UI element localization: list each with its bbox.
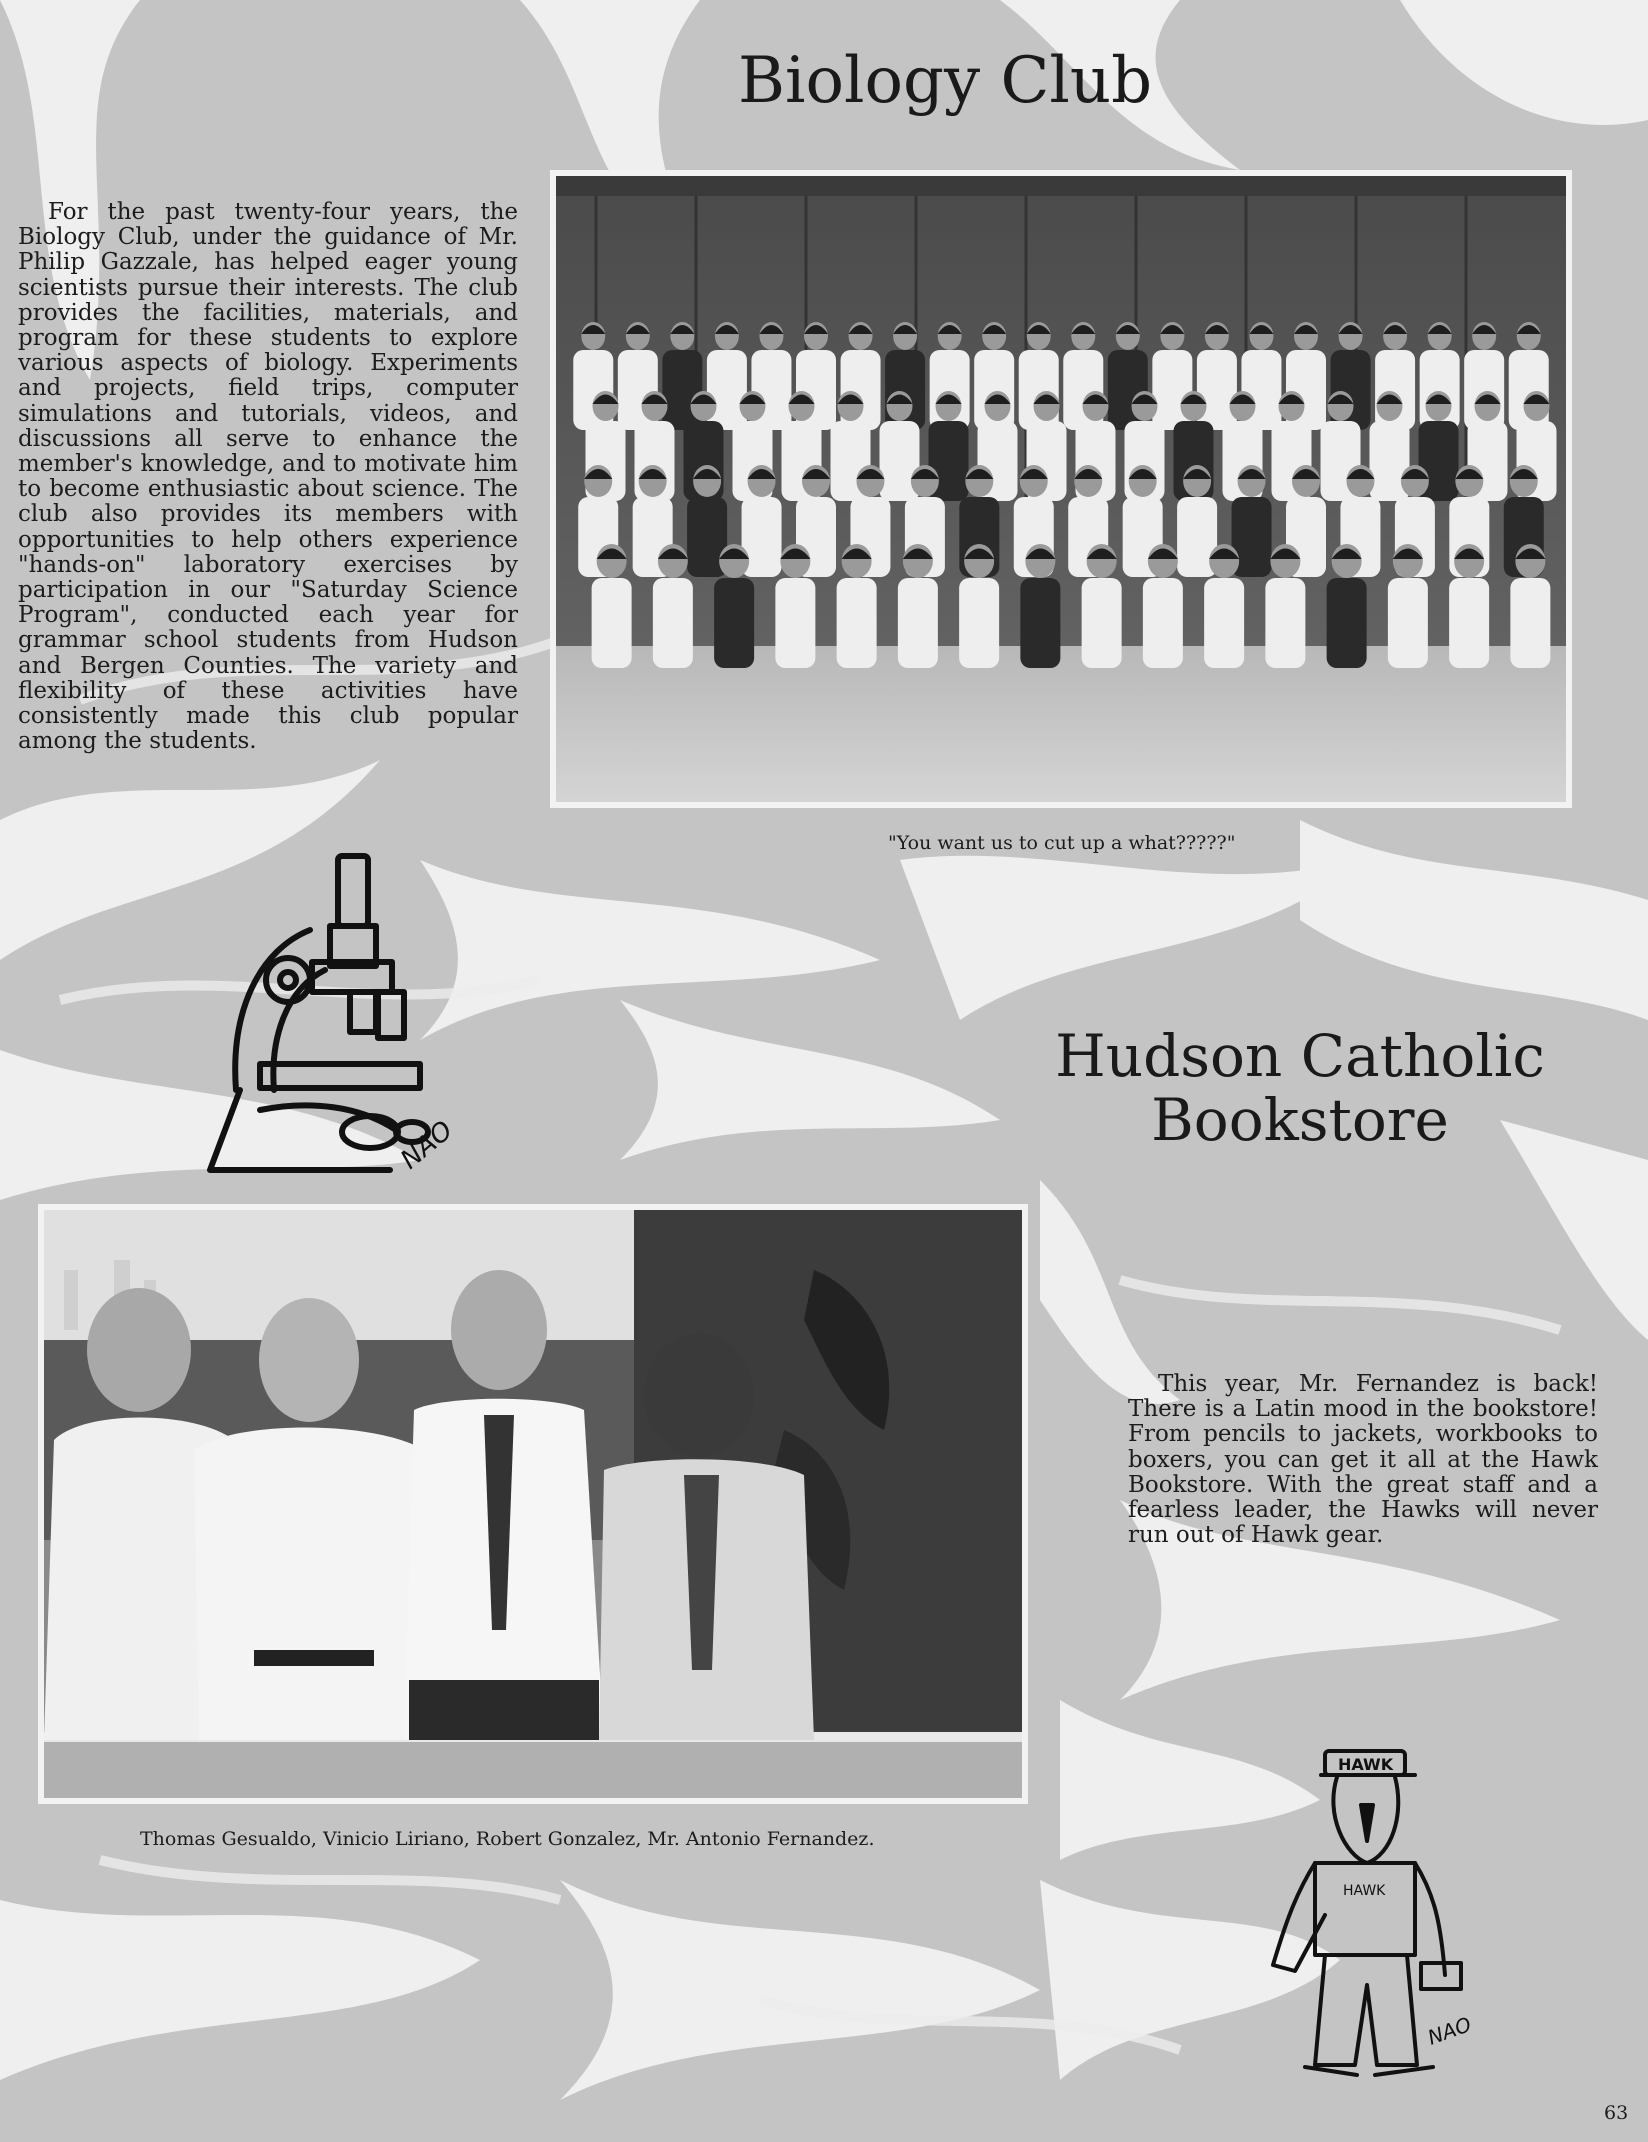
bookstore-title — [1000, 1022, 1600, 1154]
hawk-signature: NAO — [1424, 2011, 1475, 2050]
hawk-cap-text: HAWK — [1338, 1755, 1394, 1774]
bookstore-staff-photo — [38, 1204, 1028, 1804]
hawk-mascot-drawing — [1265, 1745, 1485, 2085]
biology-photo-caption: "You want us to cut up a what?????" — [888, 832, 1236, 854]
biology-club-title: Biology Club — [737, 44, 1153, 118]
bookstore-title-line2: Bookstore — [1151, 1085, 1449, 1154]
biology-club-body: For the past twenty-four years, the Biology Club, under the guidance of Mr. Philip Gazzale, has helped eager young scientists pursue their interests. The club provides the facilities, materials, and program for these students to explore various aspects of biology. Experiments and projects, field trips, computer simulations and tutorials, videos, and discussions all serve to enhance the member's knowledge, and to motivate him to become enthusiastic about science. The club also provides its members with opportunities to help others experience "hands-on" laboratory exercises by participation in our "Saturday Science Program", conducted each year for grammar school students from Hudson and Bergen Counties. The variety and flexibility of these activities have consistently made this club popular among the students. — [18, 199, 518, 755]
microscope-signature: NAO — [395, 1115, 459, 1176]
bookstore-title-line1: Hudson Catholic — [1055, 1022, 1545, 1090]
biology-club-group-photo — [550, 170, 1572, 808]
bookstore-body: This year, Mr. Fernandez is back! There is a Latin mood in the bookstore! From pencils to jackets, workbooks to boxers, you can get it all at the Hawk Bookstore. With the great staff and a fearless leader, the Hawks will never run out of Hawk gear. — [1128, 1371, 1598, 1549]
bookstore-photo-caption: Thomas Gesualdo, Vinicio Liriano, Robert Gonzalez, Mr. Antonio Fernandez. — [140, 1828, 875, 1850]
page-number: 63 — [1604, 2102, 1629, 2124]
microscope-drawing — [200, 850, 470, 1180]
hawk-shirt-text: HAWK — [1343, 1883, 1386, 1899]
